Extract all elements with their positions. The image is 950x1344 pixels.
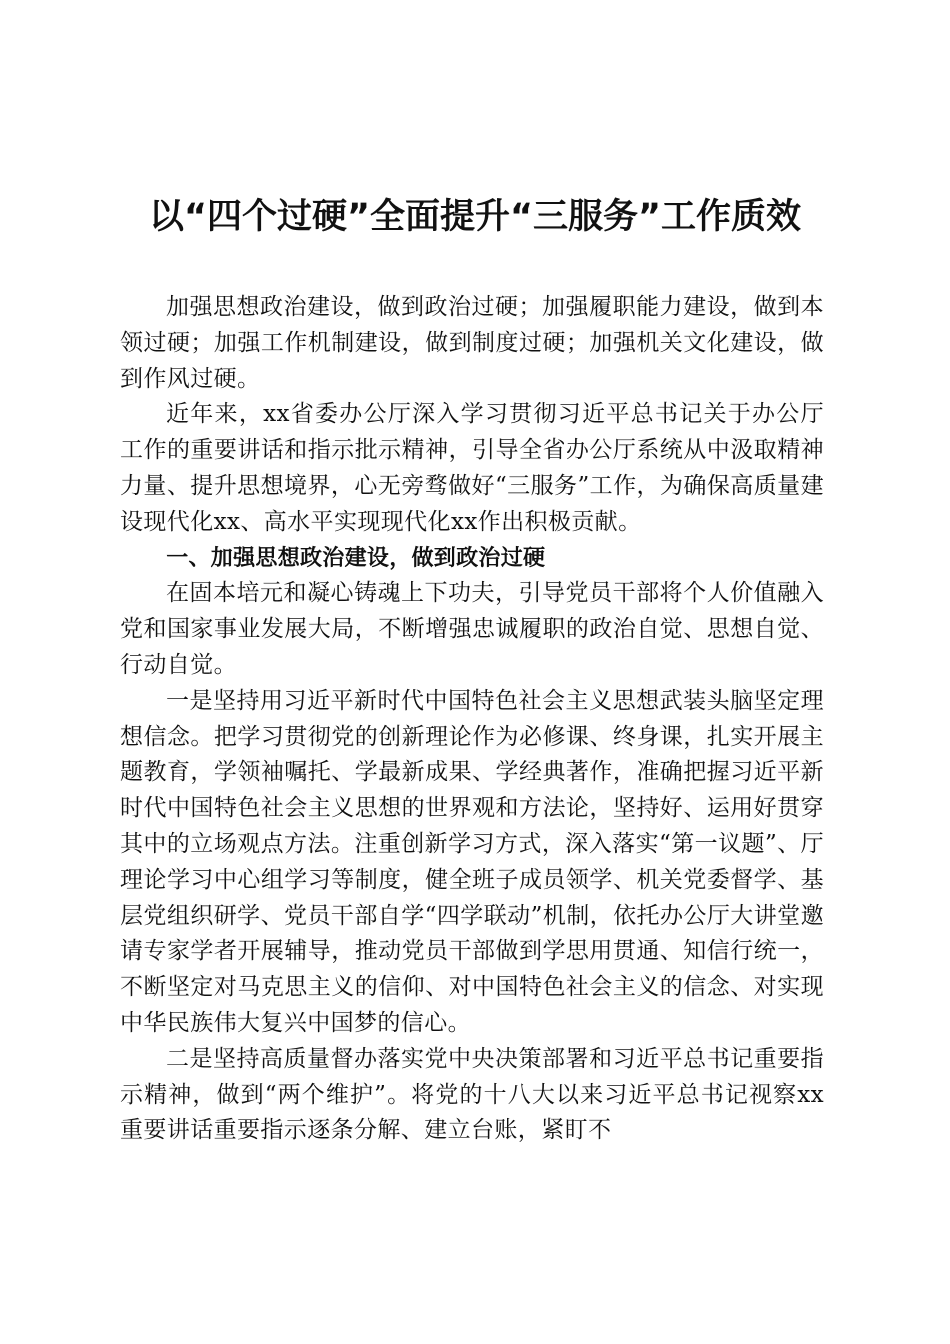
document-body bbox=[120, 290, 824, 1149]
paragraph-intro: 近年来，xx省委办公厅深入学习贯彻习近平总书记关于办公厅工作的重要讲话和指示批示精神，引导全省办公厅系统从中汲取精神力量、提升思想境界，心无旁骛做好“三服务”工作，为确保高质量建设现代化xx、高水平实现现代化xx作出积极贡献。 bbox=[120, 401, 824, 535]
section-heading-1: 一、加强思想政治建设，做到政治过硬 bbox=[166, 545, 546, 571]
paragraph-point-1: 一是坚持用习近平新时代中国特色社会主义思想武装头脑坚定理想信念。把学习贯彻党的创新理论作为必修课、终身课，扎实开展主题教育，学领袖嘱托、学最新成果、学经典著作，准确把握习近平新时代中国特色社会主义思想的世界观和方法论，坚持好、运用好贯穿其中的立场观点方法。注重创新学习方式，深入落实“第一议题”、厅理论学习中心组学习等制度，健全班子成员领学、机关党委督学、基层党组织研学、党员干部自学“四学联动”机制，依托办公厅大讲堂邀请专家学者开展辅导，推动党员干部做到学思用贯通、知信行统一，不断坚定对马克思主义的信仰、对中国特色社会主义的信念、对实现中华民族伟大复兴中国梦的信心。 bbox=[120, 687, 824, 1036]
paragraph-point-2: 二是坚持高质量督办落实党中央决策部署和习近平总书记重要指示精神，做到“两个维护”。将党的十八大以来习近平总书记视察xx重要讲话重要指示逐条分解、建立台账，紧盯不 bbox=[120, 1045, 824, 1144]
paragraph-section-1-lead: 在固本培元和凝心铸魂上下功夫，引导党员干部将个人价值融入党和国家事业发展大局，不断增强忠诚履职的政治自觉、思想自觉、行动自觉。 bbox=[120, 580, 824, 678]
document-title: 以“四个过硬”全面提升“三服务”工作质效 bbox=[148, 197, 801, 237]
paragraph-summary: 加强思想政治建设，做到政治过硬；加强履职能力建设，做到本领过硬；加强工作机制建设，做到制度过硬；加强机关文化建设，做到作风过硬。 bbox=[120, 294, 824, 392]
